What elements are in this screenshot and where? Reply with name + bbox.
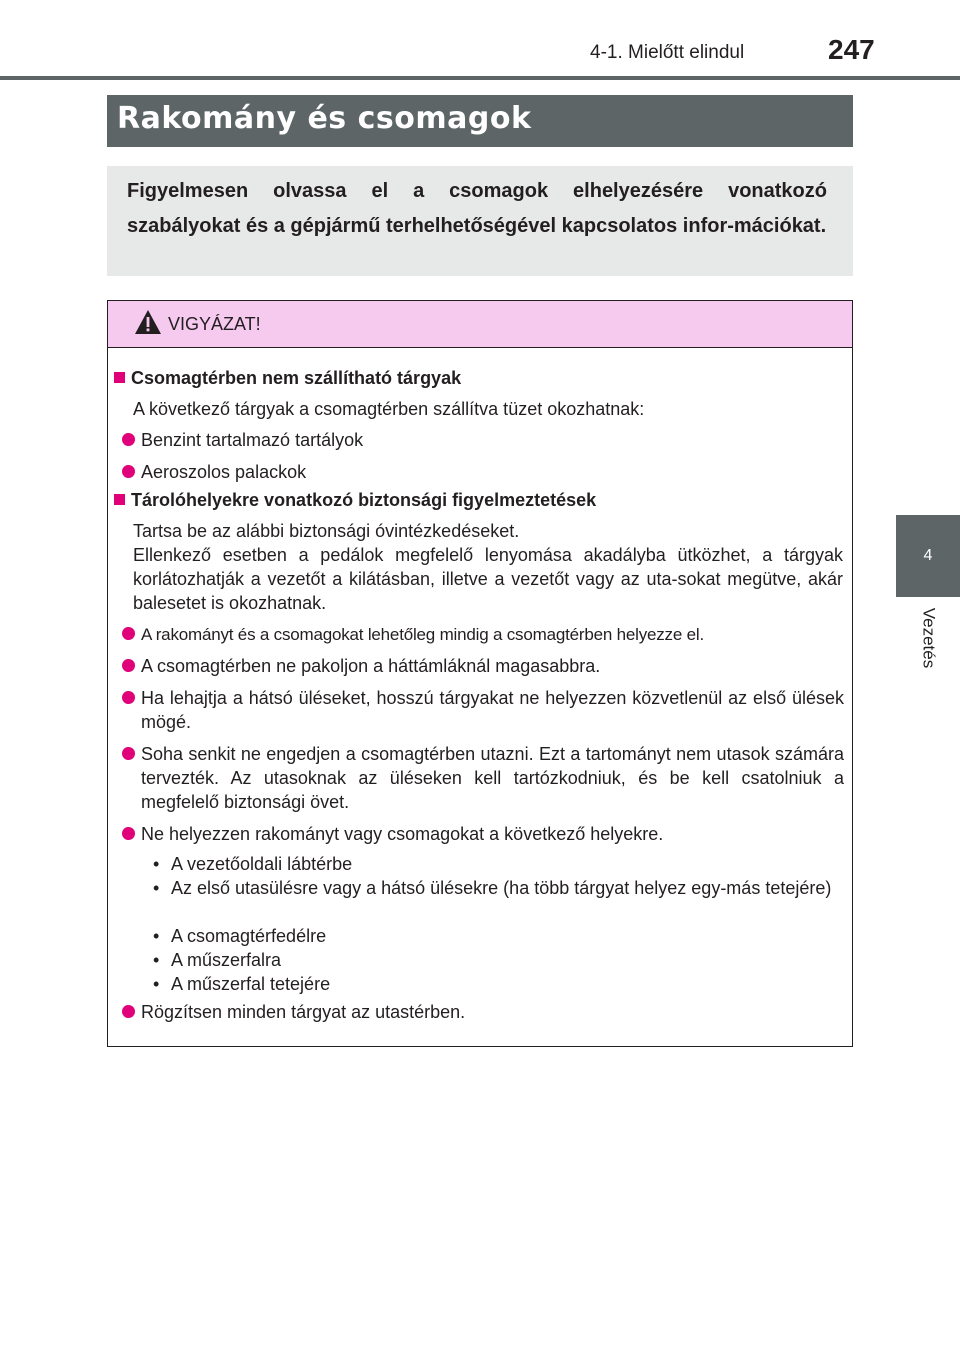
- sub-list-item: • A műszerfal tetejére: [153, 974, 331, 994]
- section-text-line: Tartsa be az alábbi biztonsági óvintézkedéseket.: [133, 521, 520, 541]
- caution-box: [107, 300, 853, 1047]
- header-section-title: 4-1. Mielőtt elindul: [590, 42, 745, 63]
- round-bullet-icon: [122, 465, 135, 478]
- round-bullet-icon: [122, 747, 135, 760]
- header-rule: [0, 76, 960, 80]
- round-bullet-icon: [122, 433, 135, 446]
- list-item: A csomagtérben ne pakoljon a háttámláknál magasabbra.: [122, 654, 844, 678]
- section-heading-text: Tárolóhelyekre vonatkozó biztonsági figyelmeztetések: [131, 490, 597, 510]
- chapter-label: Vezetés: [919, 607, 938, 669]
- sub-list-item: • A vezetőoldali lábtérbe: [153, 854, 353, 874]
- dot-marker-icon: •: [153, 878, 160, 898]
- page-title: Rakomány és csomagok: [117, 101, 532, 136]
- round-bullet-icon: [122, 691, 135, 704]
- square-bullet-icon: [114, 372, 125, 383]
- intro-text: Figyelmesen olvassa el a csomagok elhelyezésére vonatkozó szabályokat és a gépjármű terhelhetőségével kapcsolatos infor-mációkat.: [127, 180, 827, 237]
- chapter-label-container: [900, 598, 956, 678]
- list-item: A rakományt és a csomagokat lehetőleg mindig a csomagtérben helyezze el.: [122, 622, 844, 647]
- section-text-paragraph: Ellenkező esetben a pedálok megfelelő lenyomása akadályba ütközhet, a tárgyak korlátozhatják a vezetőt a kilátásban, illetve a vezetőt vagy az uta-sokat megütve, akár balesetet is okozhatnak.: [133, 545, 843, 613]
- list-item: Ne helyezzen rakományt vagy csomagokat a következő helyekre.: [122, 822, 844, 846]
- sub-list-item: • A csomagtérfedélre: [153, 926, 327, 946]
- sub-list-item: • A műszerfalra: [153, 950, 282, 970]
- title-bar: [107, 95, 853, 147]
- list-item: Benzint tartalmazó tartályok: [122, 428, 844, 452]
- caution-header: [108, 301, 852, 348]
- sub-list-item: • Az első utasülésre vagy a hátsó ülésekre (ha több tárgyat helyez egy-más tetejére): [153, 878, 832, 898]
- round-bullet-icon: [122, 1005, 135, 1018]
- list-item: Soha senkit ne engedjen a csomagtérben utazni. Ezt a tartományt nem utasok számára tervezték. Az utasoknak az üléseken kell tartózkodniuk, és be kell csatolniuk a megfelelő biztonsági övet.: [122, 742, 844, 814]
- list-item: Rögzítsen minden tárgyat az utastérben.: [122, 1000, 844, 1024]
- dot-marker-icon: •: [153, 974, 160, 994]
- section-heading-text: Csomagtérben nem szállítható tárgyak: [131, 368, 462, 388]
- dot-marker-icon: •: [153, 926, 160, 946]
- caution-title: VIGYÁZAT!: [168, 314, 261, 334]
- section-heading-prohibited-items: [114, 368, 461, 389]
- section-text: A következő tárgyak a csomagtérben szállítva tüzet okozhatnak:: [133, 399, 645, 419]
- warning-triangle-icon: [134, 309, 162, 340]
- list-item: Aeroszolos palackok: [122, 460, 844, 484]
- round-bullet-icon: [122, 827, 135, 840]
- round-bullet-icon: [122, 659, 135, 672]
- section-heading-storage-warnings: [114, 490, 596, 511]
- square-bullet-icon: [114, 494, 125, 505]
- list-item: Ha lehajtja a hátsó üléseket, hosszú tárgyakat ne helyezzen közvetlenül az első ülések mögé.: [122, 686, 844, 734]
- page-number: 247: [828, 34, 875, 65]
- round-bullet-icon: [122, 627, 135, 640]
- dot-marker-icon: •: [153, 854, 160, 874]
- intro-box: [107, 166, 853, 276]
- chapter-tab: 4: [896, 515, 960, 597]
- dot-marker-icon: •: [153, 950, 160, 970]
